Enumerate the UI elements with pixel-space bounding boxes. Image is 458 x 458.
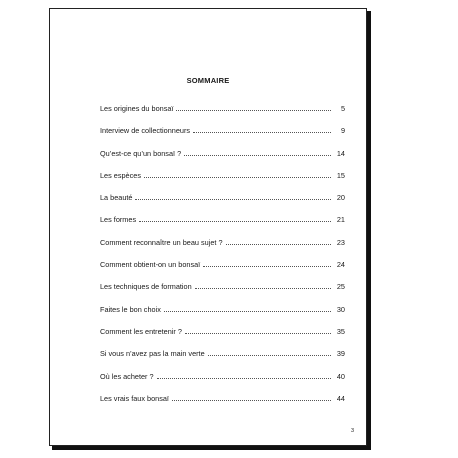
toc-dot-leader — [184, 155, 331, 156]
toc-entry-page: 24 — [336, 260, 345, 270]
toc-entry-label: Si vous n’avez pas la main verte — [100, 349, 205, 359]
toc-entry-label: Interview de collectionneurs — [100, 126, 191, 136]
toc-entry — [100, 305, 345, 327]
toc-entry-page: 15 — [336, 170, 345, 180]
toc-entry-page: 9 — [340, 126, 345, 136]
toc-entry — [100, 238, 345, 260]
toc-entry-page: 21 — [336, 215, 345, 225]
toc-entry-label: Où les acheter ? — [100, 371, 154, 381]
document-page — [49, 8, 367, 446]
toc-entry-page: 14 — [336, 148, 345, 158]
toc-entry — [100, 171, 345, 193]
toc-entry — [100, 372, 345, 394]
toc-entry — [100, 260, 345, 282]
toc-entry-label: Les vrais faux bonsaï — [100, 393, 169, 403]
toc-entry-label: Les techniques de formation — [100, 282, 192, 292]
toc-dot-leader — [226, 244, 332, 245]
toc-entry-page: 44 — [336, 393, 345, 403]
toc-entry-page: 5 — [340, 104, 345, 113]
toc-entry-page: 23 — [336, 237, 345, 247]
toc-entry-label: Comment reconnaître un beau sujet ? — [100, 237, 223, 247]
toc-entry — [100, 104, 345, 126]
toc-entry — [100, 149, 345, 171]
page-shadow-right — [367, 11, 371, 449]
toc-dot-leader — [164, 311, 331, 312]
page-number: 3 — [350, 428, 354, 434]
toc-dot-leader — [157, 378, 331, 379]
toc-dot-leader — [135, 199, 331, 200]
toc-dot-leader — [195, 288, 331, 289]
toc-entry — [100, 193, 345, 215]
toc-dot-leader — [144, 177, 331, 178]
toc-dot-leader — [176, 110, 331, 111]
toc-entry — [100, 349, 345, 371]
toc-entry-label: Comment obtient-on un bonsaï — [100, 260, 201, 270]
toc-dot-leader — [185, 333, 331, 334]
toc-entry-label: Faites le bon choix — [100, 304, 161, 314]
page-shadow-bottom — [52, 446, 371, 450]
toc-entry — [100, 327, 345, 349]
toc-entry-label: Les formes — [100, 215, 137, 225]
toc-entry-page: 25 — [336, 282, 345, 292]
toc-entry-label: Les origines du bonsaï — [100, 104, 174, 113]
toc-entry-label: La beauté — [100, 193, 133, 203]
toc-entry-label: Qu’est-ce qu’un bonsaï ? — [100, 148, 182, 158]
toc-dot-leader — [193, 132, 331, 133]
toc-entry — [100, 215, 345, 237]
toc-entry — [100, 394, 345, 416]
toc-entry — [100, 282, 345, 304]
toc-dot-leader — [172, 400, 331, 401]
toc-entry-page: 39 — [336, 349, 345, 359]
toc-entry-label: Comment les entretenir ? — [100, 326, 182, 336]
toc-entry-page: 30 — [336, 304, 345, 314]
toc-dot-leader — [208, 355, 331, 356]
toc-entry-label: Les espèces — [100, 170, 141, 180]
toc-entry-page: 35 — [336, 326, 345, 336]
toc-entry-page: 40 — [336, 371, 345, 381]
toc-entry-page: 20 — [336, 193, 345, 203]
toc-entry — [100, 126, 345, 148]
page-title: SOMMAIRE — [186, 76, 230, 85]
toc-dot-leader — [139, 221, 331, 222]
table-of-contents — [100, 104, 345, 416]
toc-dot-leader — [203, 266, 331, 267]
